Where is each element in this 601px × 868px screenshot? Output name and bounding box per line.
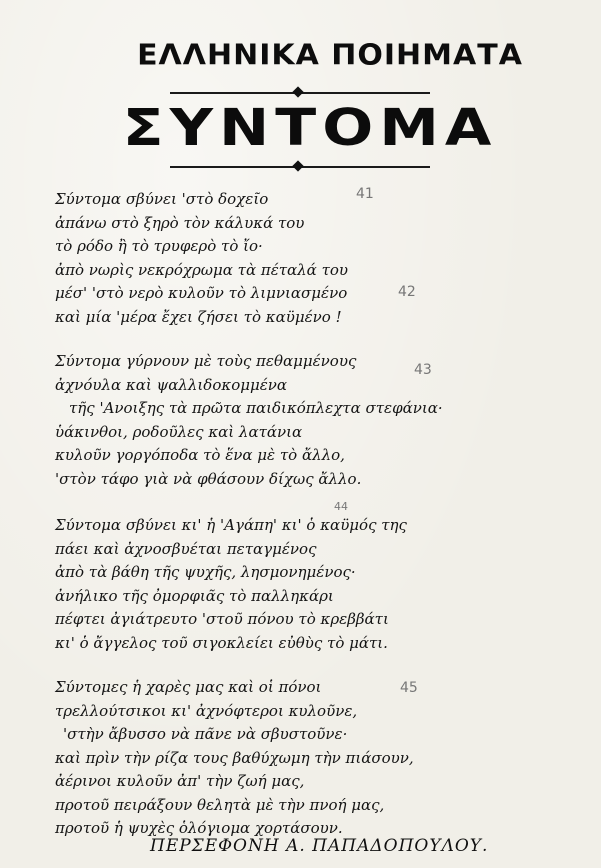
poem-line: ἀνήλικο τῆς ὀμορφιᾶς τὸ παλληκάρι: [55, 586, 334, 605]
poem-line: Σύντομα σβύνει κι' ἡ 'Αγάπη' κι' ὁ καϋμός της: [55, 516, 407, 534]
poem-line: Σύντομες ἡ χαρὲς μας καὶ οἱ πόνοι: [55, 678, 322, 696]
poem-line: Σύντομα σβύνει 'στὸ δοχεῖο: [55, 190, 269, 208]
poem-line: τρελλούτσικοι κι' ἀχνόφτεροι κυλοῦνε,: [55, 701, 358, 720]
poem-line: ἀπὸ νωρὶς νεκρόχρωμα τὰ πέταλά του: [55, 260, 349, 279]
poem-line: ἀπὸ τὰ βάθη τῆς ψυχῆς, λησμονημένος·: [55, 563, 356, 581]
poem-line: ἀέρινοι κυλοῦν ἀπ' τὴν ζωή μας,: [55, 772, 305, 790]
poem-line: ὑάκινθοι, ροδοῦλες καὶ λατάνια: [55, 422, 303, 441]
poem-line: ἀχνόυλα καὶ ψαλλιδοκομμένα: [55, 375, 288, 394]
poem-line: πάει καὶ ἀχνοσβυέται πεταγμένος: [55, 539, 317, 558]
poem-line: τὸ ρόδο ἢ τὸ τρυφερὸ τὸ ἴο·: [55, 237, 263, 255]
poem-line: μέσ' 'στὸ νερὸ κυλοῦν τὸ λιμνιασμένο: [55, 284, 348, 302]
stanza-1: [55, 188, 525, 329]
handwritten-page-number: 41: [356, 186, 374, 202]
poem-line: 'στὸν τάφο γιὰ νὰ φθάσουν δίχως ἄλλο.: [55, 469, 362, 488]
poem-line: καὶ πρὶν τὴν ρίζα τους βαθύχωμη τὴν πιάσουν,: [55, 748, 414, 767]
divider-diamond-icon: [292, 86, 303, 97]
stanza-2: [55, 350, 525, 491]
top-divider: [170, 92, 430, 94]
poem-line: Σύντομα γύρνουν μὲ τοὺς πεθαμμένους: [55, 352, 357, 370]
divider-diamond-icon: [292, 160, 303, 171]
poem-line: πέφτει ἀγιάτρευτο 'στοῦ πόνου τὸ κρεββάτι: [55, 610, 389, 628]
author-signature: ΠΕΡΣΕΦΟΝΗ Α. ΠΑΠΑΔΟΠΟΥΛΟΥ.: [150, 836, 489, 856]
super-title: ΕΛΛΗΝΙΚΑ ΠΟΙΗΜΑΤΑ: [137, 38, 523, 73]
poem-line: 'στὴν ἄβυσσο νὰ πᾶνε νὰ σβυστοῦνε·: [63, 725, 348, 743]
poem-line: κι' ὁ ἄγγελος τοῦ σιγοκλείει εὐθὺς τὸ μάτι.: [55, 633, 388, 652]
title-underline: [170, 166, 430, 168]
poem-line: καὶ μία 'μέρα ἔχει ζήσει τὸ καϋμένο !: [55, 307, 342, 326]
poem-line: κυλοῦν γοργόποδα τὸ ἕνα μὲ τὸ ἄλλο,: [55, 446, 345, 464]
stanza-4: [55, 676, 525, 841]
stanza-3: [55, 514, 525, 655]
poem-line: προτοῦ ἡ ψυχὲς ὁλόγιομα χορτάσουν.: [55, 819, 343, 837]
handwritten-page-number: 44: [334, 500, 348, 513]
handwritten-page-number: 43: [414, 362, 432, 378]
handwritten-page-number: 45: [400, 680, 418, 696]
poem-line: προτοῦ πειράξουν θελητὰ μὲ τὴν πνοή μας,: [55, 795, 385, 814]
poem-line: ἀπάνω στὸ ξηρὸ τὸν κάλυκά του: [55, 213, 305, 232]
handwritten-page-number: 42: [398, 284, 416, 300]
poem-title: ΣΥΝΤΟΜΑ: [122, 98, 498, 158]
poem-line: τῆς 'Ανοιξης τὰ πρῶτα παιδικόπλεχτα στεφάνια·: [69, 399, 443, 417]
